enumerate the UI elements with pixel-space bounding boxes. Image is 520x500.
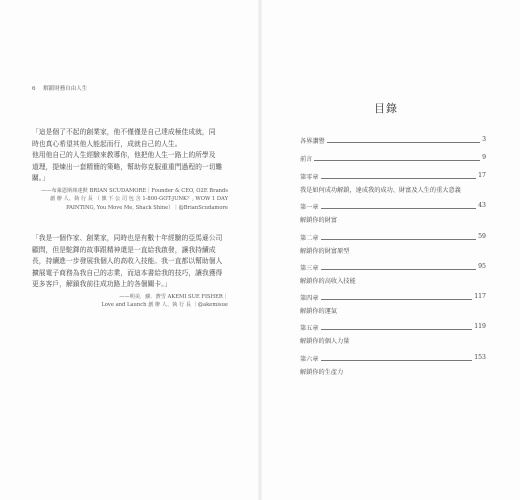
running-title: 解鎖財務自由人生 (43, 86, 88, 92)
toc-entry[interactable] (300, 136, 486, 145)
quote-line: 顧問，但是駝鐸的故事跟精神還是一直給我啟發，讓我持續成 (32, 245, 216, 254)
toc-entry-subtitle: 解鎖你的財富 (300, 217, 338, 224)
toc-entry-subtitle: 解鎖你的生產力 (300, 369, 344, 376)
toc-entry[interactable] (300, 202, 486, 211)
toc-entry[interactable] (300, 323, 486, 332)
quote-line: 更多客戶，解鎖我前往成功路上的各個關卡。」 (32, 280, 172, 289)
toc-entry-page: 9 (482, 154, 486, 161)
running-header (32, 84, 93, 92)
quote-line: 時也真心希望其他人能起而行，成就自己的人生。 (32, 139, 182, 148)
toc-entry-label: 第三章 (300, 265, 319, 272)
toc-entry-page: 95 (478, 263, 486, 270)
toc-entry[interactable] (300, 172, 486, 181)
toc-entry-page: 117 (474, 293, 486, 300)
toc-entry-subtitle: 解鎖你的運氣 (300, 308, 338, 315)
toc-entry-page: 153 (474, 354, 486, 361)
quote-attribution: ——明美．蘇．費雪 AKEMI SUE FISHER｜ (119, 293, 228, 300)
toc-entry-label: 各界讚譽 (300, 138, 325, 145)
book-gutter (258, 0, 262, 500)
quote-attribution: Love and Launch 創 辦 人、執 行 長 ｜@akemisue (101, 302, 228, 309)
toc-entry-label: 第六章 (300, 356, 319, 363)
toc-entry-page: 43 (478, 202, 486, 209)
toc-entry-subtitle: 解鎖你的財富原型 (300, 248, 350, 255)
toc-entry-page: 3 (482, 136, 486, 143)
quote-attribution: ——布萊恩斯庫達默 BRIAN SCUDAMORE｜Founder & CEO, O2E Brands (41, 187, 228, 194)
left-page (0, 0, 258, 500)
toc-entry-page: 119 (474, 323, 486, 330)
toc-entry-label: 第四章 (300, 295, 319, 302)
page-number: 6 (32, 86, 36, 92)
quote-line: 他用他自己的人生經驗來教導你，他把他人生一路上的所學及 (32, 151, 216, 160)
toc-entry-label: 前言 (300, 156, 313, 163)
testimonial-quote-2 (32, 233, 228, 310)
toc-entry-subtitle: 解鎖你的高收入技能 (300, 278, 356, 285)
toc-entry-label: 第五章 (300, 325, 319, 332)
toc-entry[interactable] (300, 154, 486, 163)
toc-entry-label: 第一章 (300, 204, 319, 211)
quote-line: 「這是個了不起的創業家，他不僅僅是自己達成極佳成就，同 (32, 128, 216, 136)
toc-entry-label: 第零章 (300, 174, 319, 181)
testimonial-quote-1 (32, 127, 228, 212)
toc-entry[interactable] (300, 354, 486, 363)
toc-entry-subtitle: 我是如何成功解鎖，達成我的成功、財富及人生的重大意義 (300, 187, 461, 194)
toc-entry-label: 第二章 (300, 235, 319, 242)
quote-line: 「我是一個作家、創業家，同時也是有數十年經驗的亞馬遜公司 (32, 234, 223, 242)
quote-line: 擴展電子商務為我自己的志業，而這本書給我的技巧，讓我獲得 (32, 268, 223, 277)
quote-line: 道理，提煉出一套精簡的策略，幫助你克服重重門過程的一切難 (32, 162, 223, 171)
quote-line: 關。」 (32, 174, 49, 183)
toc-entry[interactable] (300, 293, 486, 302)
toc-entry-page: 17 (478, 172, 486, 179)
toc-entry-subtitle: 解鎖你的個人力量 (300, 338, 350, 345)
quote-line: 長，持續進一步發展我個人的高收入技能。我一直都以幫助個人 (32, 257, 223, 266)
quote-attribution: PAINTING, You Move Me, Shack Shine）｜@BrianScudamore (66, 204, 228, 211)
toc-entry[interactable] (300, 263, 486, 272)
toc-entry-page: 59 (478, 233, 486, 240)
toc-entry[interactable] (300, 233, 486, 242)
quote-attribution: 創 辦 人、執 行 長 （ 旗 下 公 司 包 含 1-800-GOT-JUNK？, WOW 1 DAY (49, 196, 228, 203)
toc-title: 目錄 (374, 102, 398, 115)
